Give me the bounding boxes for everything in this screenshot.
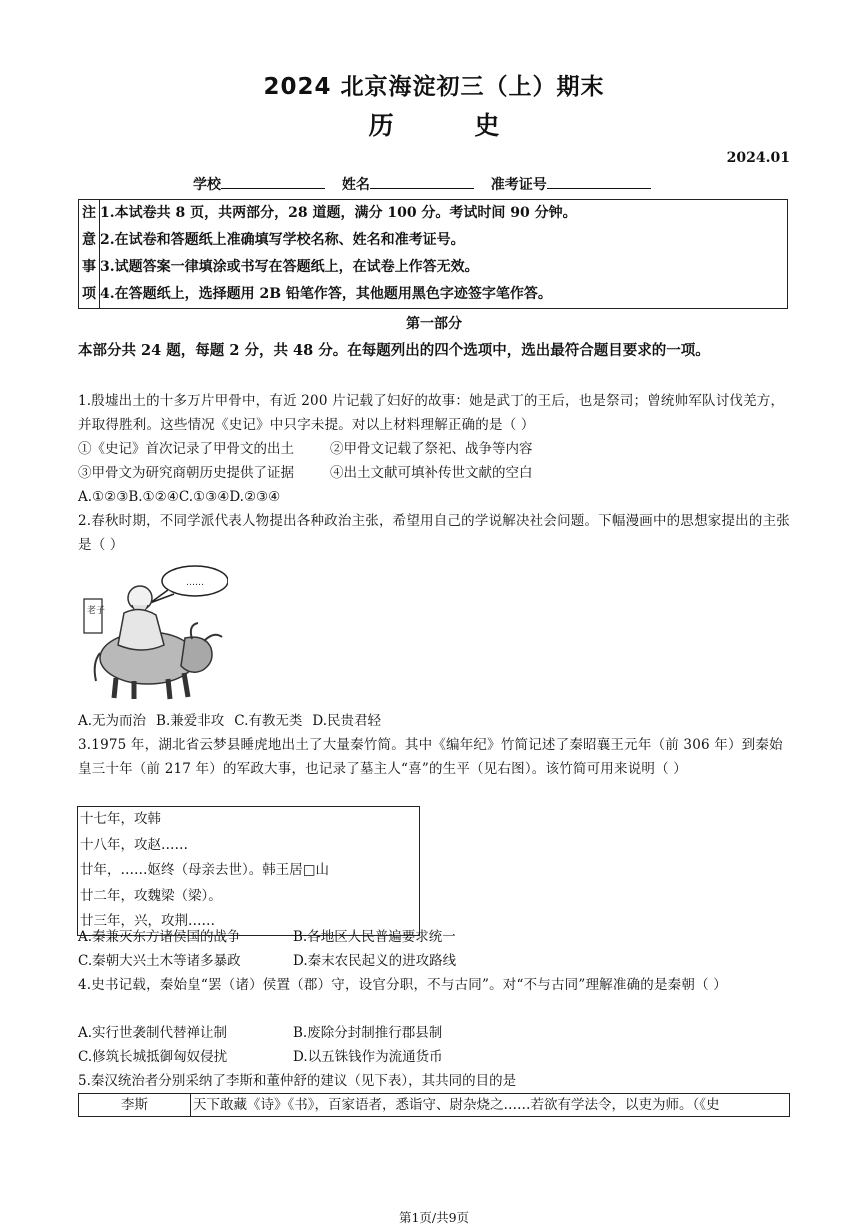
q4-options-row1 <box>78 1021 442 1045</box>
page-number: 第1页/共9页 <box>398 1210 470 1225</box>
notice-side-char: 意 <box>82 232 96 248</box>
q2-option-d: D.民贵君轻 <box>312 713 382 729</box>
speech-bubble-tail <box>150 590 174 603</box>
q5-row-name: 李斯 <box>79 1094 191 1117</box>
notice-item: 2.在试卷和答题纸上准确填写学校名称、姓名和准考证号。 <box>100 232 465 248</box>
q1-options: A.①②③B.①②④C.①③④D.②③④ <box>78 489 281 505</box>
name-label: 姓名 <box>341 177 370 193</box>
laozi-robe <box>118 609 164 650</box>
ox-leg <box>184 673 188 697</box>
q5-reference-table <box>78 1093 790 1117</box>
q1-statement: ②甲骨文记载了祭祀、战争等内容 <box>330 441 533 457</box>
q1-statement: ③甲骨文为研究商朝历史提供了证据 <box>78 465 294 481</box>
notice-side-char: 项 <box>82 286 96 302</box>
part1-description: 本部分共 24 题，每题 2 分，共 48 分。在每题列出的四个选项中，选出最符合题目要求的一项。 <box>78 342 710 359</box>
bamboo-line: 十七年，攻韩 <box>78 807 420 833</box>
bamboo-line: 十八年，攻赵…… <box>78 833 420 859</box>
exam-id-label: 准考证号 <box>490 177 547 193</box>
ox-leg <box>114 678 116 698</box>
q4-text: 4.史书记载，秦始皇“罢（诸）侯置（郡）守，设官分职，不与古同”。对“不与古同”理解准确的是秦朝（ ） <box>78 977 727 993</box>
q2-option-b: B.兼爱非攻 <box>156 713 225 729</box>
ox-head <box>181 637 212 672</box>
notice-item: 1.本试卷共 8 页，共两部分，28 道题，满分 100 分。考试时间 90 分钟。 <box>100 205 577 221</box>
notice-items <box>100 200 788 309</box>
exam-date: 2024.01 <box>726 150 790 166</box>
part1-title: 第一部分 <box>406 316 462 332</box>
q2-option-c: C.有教无类 <box>234 713 303 729</box>
notice-side-char: 注 <box>82 205 96 221</box>
q4-option-c: C.修筑长城抵御匈奴侵扰 <box>78 1049 228 1065</box>
bamboo-line: 廿三年，兴，攻荆…… <box>78 909 420 935</box>
q1-statement: ④出土文献可填补传世文献的空白 <box>330 465 533 481</box>
laozi-ox-cartoon <box>80 563 228 703</box>
bamboo-line: 廿年，……妪终（母亲去世）。韩王居□山 <box>78 858 420 884</box>
notice-side-label <box>79 200 100 309</box>
q3-options-row2 <box>78 949 456 973</box>
ox-tail <box>95 653 100 681</box>
q2-option-a: A.无为而治 <box>78 713 147 729</box>
q4-option-d: D.以五铢钱作为流通货币 <box>293 1049 443 1065</box>
q3-option-c: C.秦朝大兴土木等诸多暴政 <box>78 953 241 969</box>
q1-statement: ①《史记》首次记录了甲骨文的出土 <box>78 441 294 457</box>
notice-side-char: 事 <box>82 259 96 275</box>
q3-option-b: B.各地区人民普遍要求统一 <box>293 929 456 945</box>
q5-row-text: 天下敢藏《诗》《书》，百家语者，悉诣守、尉杂烧之……若欲有学法令，以吏为师。（《史 <box>191 1094 790 1117</box>
name-blank <box>370 188 474 189</box>
q2-options <box>78 709 381 733</box>
q1-statements-row2 <box>78 461 533 485</box>
q3-options-row1 <box>78 925 456 949</box>
q1-text: 1.殷墟出土的十多万片甲骨中，有近 200 片记载了妇好的故事：她是武丁的王后，也是祭司；曾统帅军队讨伐羌方，并取得胜利。这些情况《史记》中只字未提。对以上材料理解正确的是（ ） <box>78 393 785 433</box>
q3-text: 3.1975 年，湖北省云梦县睡虎地出土了大量秦竹简。其中《编年纪》竹简记述了秦昭襄王元年（前 306 年）到秦始皇三十年（前 217 年）的军政大事，也记录了墓主人“喜”的生平（见右图）。该竹简可用来说明（ ） <box>78 737 783 777</box>
notice-table <box>78 199 788 309</box>
exam-id-blank <box>547 188 651 189</box>
speech-text: …… <box>186 578 204 588</box>
cartoon-label-text: 老子 <box>87 606 106 616</box>
q5-text: 5.秦汉统治者分别采纳了李斯和董仲舒的建议（见下表），其共同的目的是 <box>78 1073 517 1089</box>
school-blank <box>221 188 325 189</box>
school-label: 学校 <box>193 177 221 193</box>
subject-title: 历 史 <box>368 111 536 140</box>
exam-title: 2024 北京海淀初三（上）期末 <box>263 74 605 100</box>
q4-options-row2 <box>78 1045 443 1069</box>
table-row <box>79 1094 790 1117</box>
student-info-fields <box>193 174 663 194</box>
q3-option-a: A.秦兼灭东方诸侯国的战争 <box>78 929 241 945</box>
q2-text: 2.春秋时期，不同学派代表人物提出各种政治主张，希望用自己的学说解决社会问题。下幅漫画中的思想家提出的主张是（ ） <box>78 513 790 553</box>
ox-leg <box>168 679 170 699</box>
notice-item: 4.在答题纸上，选择题用 2B 铅笔作答，其他题用黑色字迹签字笔作答。 <box>100 286 552 302</box>
q4-option-b: B.废除分封制推行郡县制 <box>293 1025 443 1041</box>
bamboo-slip-table <box>77 806 420 936</box>
q1-statements-row1 <box>78 437 533 461</box>
bamboo-line: 廿二年，攻魏梁（梁）。 <box>78 884 420 910</box>
notice-item: 3.试题答案一律填涂或书写在答题纸上，在试卷上作答无效。 <box>100 259 479 275</box>
q3-option-d: D.秦末农民起义的进攻路线 <box>293 953 457 969</box>
q4-option-a: A.实行世袭制代替禅让制 <box>78 1025 228 1041</box>
cartoon-label-board <box>84 599 102 633</box>
